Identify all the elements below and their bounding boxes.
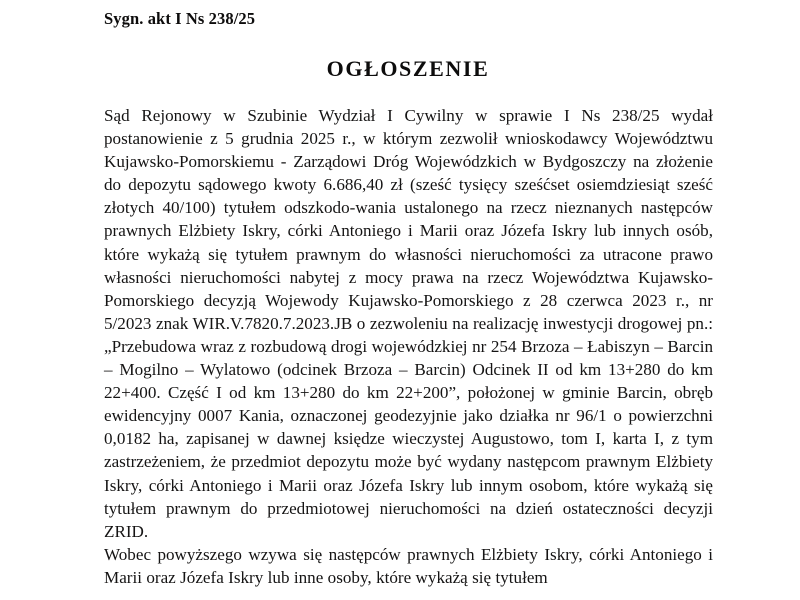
page-title: OGŁOSZENIE <box>326 56 490 81</box>
body-paragraph: Wobec powyższego wzywa się następców prawnych Elżbiety Iskry, córki Antoniego i Marii oraz Józefa Iskry lub inne osoby, które wykażą się tytułem <box>104 544 713 587</box>
case-signature: Sygn. akt I Ns 238/25 <box>104 9 256 28</box>
body-paragraph: Sąd Rejonowy w Szubinie Wydział I Cywilny w sprawie I Ns 238/25 wydał postanowienie z 5 grudnia 2025 r., w którym zezwolił wnioskodawcy Województwu Kujawsko-Pomorskiemu - Zarządowi Dróg Wojewódzkich w Bydgoszczy na złożenie do depozytu sądowego kwoty 6.686,40 zł (sześć tysięcy sześćset osiemdziesiąt sześć złotych 40/100) tytułem odszkodo-wania ustalonego na rzecz nieznanych następców prawnych Elżbiety Iskry, córki Antoniego i Marii oraz Józefa Iskry lub innych osób, które wykażą się tytułem prawnym do własności nieruchomości za utracone prawo własności nieruchomości nabytej z mocy prawa na rzecz Województwa Kujawsko-Pomorskiego decyzją Wojewody Kujawsko-Pomorskiego z 28 czerwca 2023 r., nr 5/2023 znak WIR.V.7820.7.2023.JB o zezwoleniu na realizację inwestycji drogowej pn.: „Przebudowa wraz z rozbudową drogi wojewódzkiej nr 254 Brzoza – Łabiszyn – Barcin – Mogilno – Wylatowo (odcinek Brzoza – Barcin) Odcinek II od km 13+280 do km 22+400. Część I od km 13+280 do km 22+200”, położonej w gminie Barcin, obręb ewidencyjny 0007 Kania, oznaczonej geodezyjnie jako działka nr 96/1 o powierzchni 0,0182 ha, zapisanej w dawnej księdze wieczystej Augustowo, tom I, karta I, z tym zastrzeżeniem, że przedmiot depozytu może być wydany następcom prawnym Elżbiety Iskry, córki Antoniego i Marii oraz Józefa Iskry lub innym osobom, które wykażą się tytułem prawnym do przedmiotowej nieruchomości na dzień ostateczności decyzji ZRID. <box>104 106 713 541</box>
document-body <box>104 104 713 589</box>
